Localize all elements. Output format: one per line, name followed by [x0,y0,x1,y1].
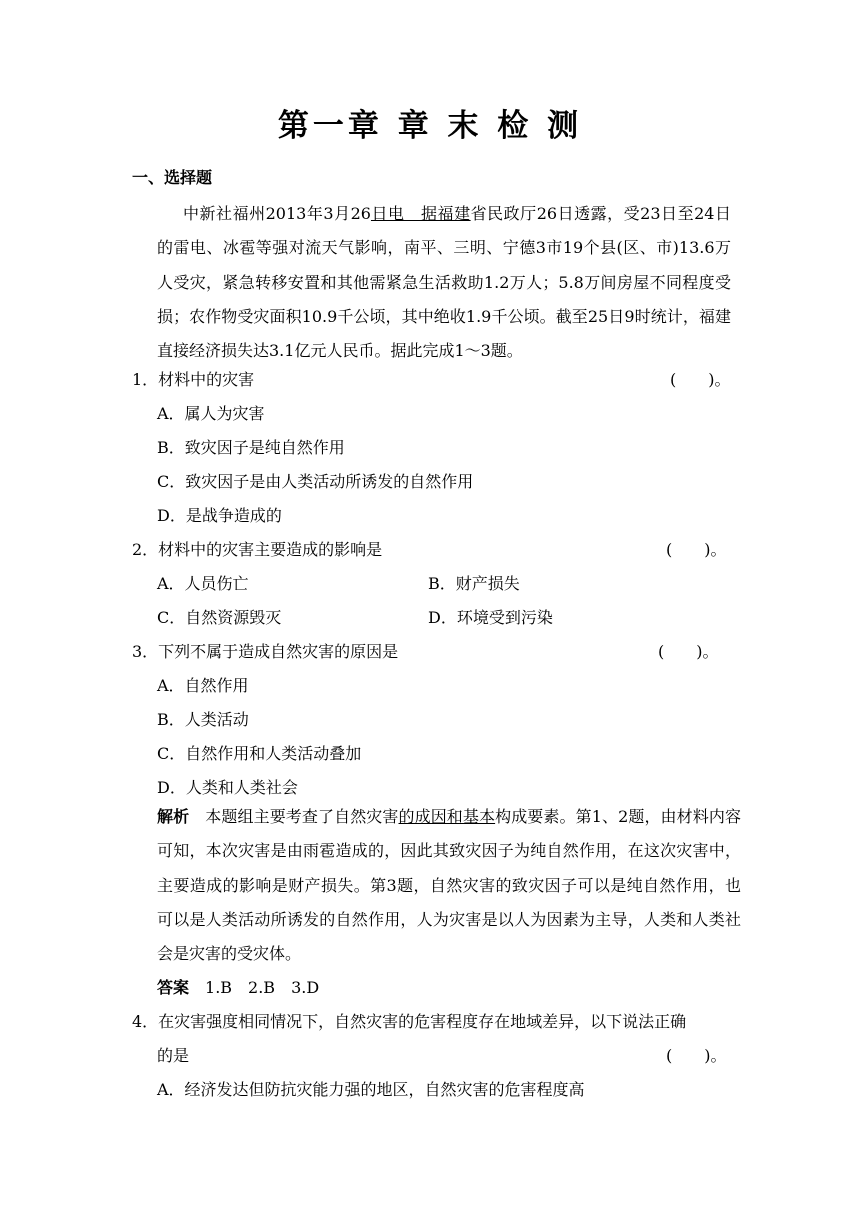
answer-text: 1.B 2.B 3.D [189,978,320,997]
question-1-answer-blank: ( )。 [670,370,731,389]
question-3-option-b: B．人类活动 [157,710,249,729]
answer-label: 答案 [157,978,190,997]
analysis-text-1: 本题组主要考查了自然灾害 [189,807,399,826]
section-heading: 一、选择题 [132,168,213,187]
chapter-title: 第一章 章 末 检 测 [277,108,583,144]
question-1-option-a: A．属人为灾害 [157,404,265,423]
question-2-answer-blank: ( )。 [666,540,727,559]
question-3-option-a: A．自然作用 [157,676,249,695]
material-passage [157,197,731,368]
answer-line [157,976,319,1000]
question-4-option-a: A．经济发达但防抗灾能力强的地区，自然灾害的危害程度高 [157,1080,585,1099]
passage-underlined-text: 日电 据福建 [370,204,471,223]
question-4-stem-line-1: 4．在灾害强度相同情况下，自然灾害的危害程度存在地域差异，以下说法正确 [132,1012,687,1031]
question-2-option-d: D．环境受到污染 [428,608,553,627]
question-3-answer-blank: ( )。 [658,642,719,661]
question-4-stem-line-2: 的是 [157,1046,190,1065]
passage-text-2: 省民政厅26日透露，受23日至24日的雷电、冰雹等强对流天气影响，南平、三明、宁德3市19个县(区、市)13.6万人受灾，紧急转移安置和其他需紧急生活救助1.2万人；5.8万间房屋不同程度受损；农作物受灾面积10.9千公顷，其中绝收1.9千公顷。截至25日9时统计，福建直接经济损失达3.1亿元人民币。据此完成1～3题。 [157,204,731,361]
question-3-option-c: C．自然作用和人类活动叠加 [157,744,362,763]
analysis-underlined-text: 的成因和基本 [398,807,496,826]
passage-text-1: 中新社福州2013年3月26 [183,204,371,223]
question-2-option-c: C．自然资源毁灭 [157,608,282,627]
question-2-option-a: A．人员伤亡 [157,574,249,593]
question-1-option-c: C．致灾因子是由人类活动所诱发的自然作用 [157,472,474,491]
analysis-text-2: 构成要素。第1、2题，由材料内容可知，本次灾害是由雨雹造成的，因此其致灾因子为纯自然作用，在这次灾害中，主要造成的影响是财产损失。第3题，自然灾害的致灾因子可以是纯自然作用，也可以是人类活动所诱发的自然作用，人为灾害是以人为因素为主导，人类和人类社会是灾害的受灾体。 [157,807,741,964]
question-2-option-b: B．财产损失 [428,574,520,593]
question-4-answer-blank: ( )。 [666,1046,727,1065]
analysis-paragraph [157,800,741,971]
question-1-option-b: B．致灾因子是纯自然作用 [157,438,345,457]
question-3-stem: 3．下列不属于造成自然灾害的原因是 [132,642,399,661]
question-2-stem: 2．材料中的灾害主要造成的影响是 [132,540,383,559]
analysis-label: 解析 [157,807,190,826]
question-1-stem: 1．材料中的灾害 [132,370,255,389]
question-1-option-d: D．是战争造成的 [157,506,282,525]
question-3-option-d: D．人类和人类社会 [157,778,298,797]
